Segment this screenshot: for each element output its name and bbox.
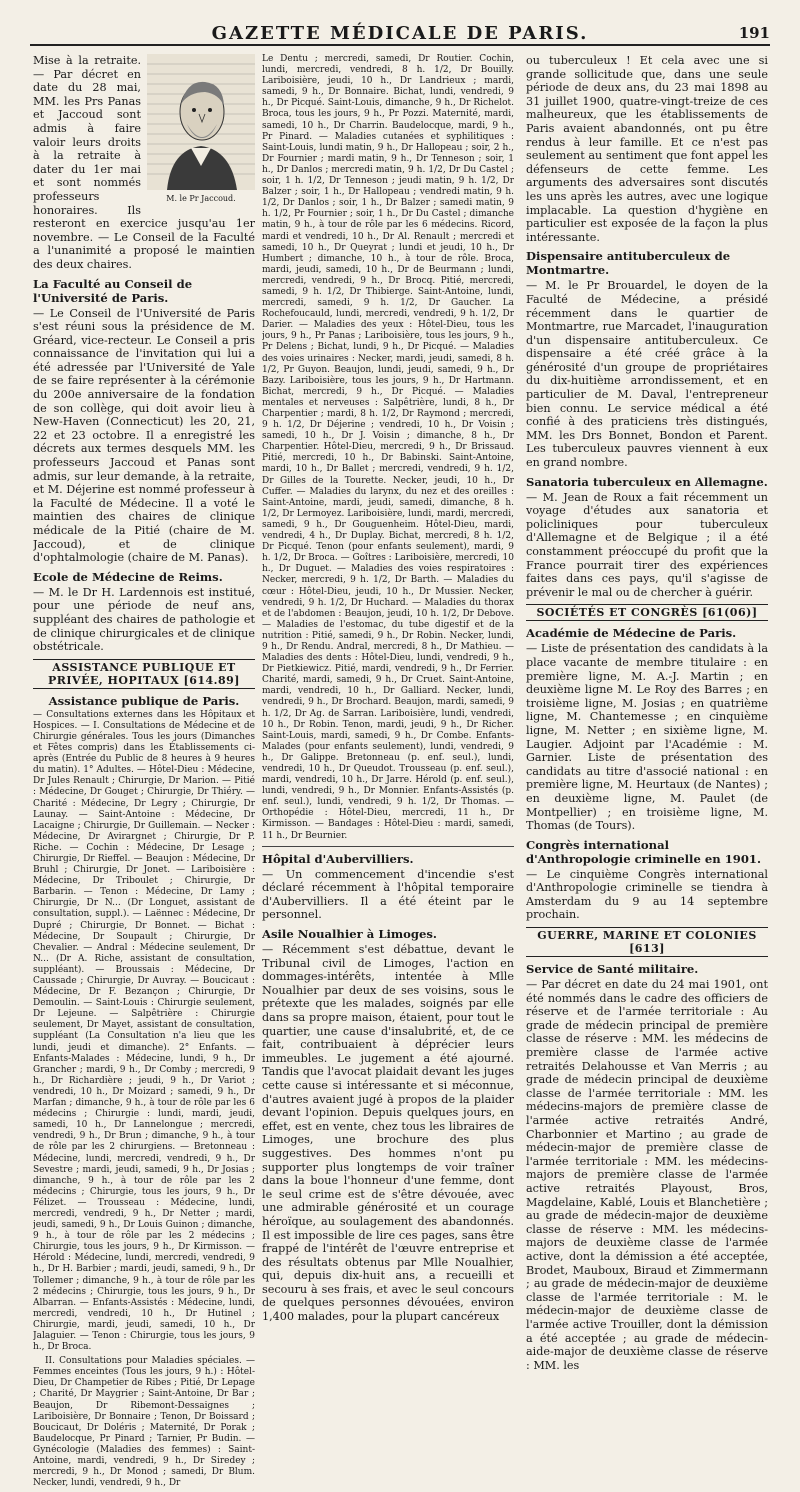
portrait-figure	[147, 54, 255, 204]
paragraph-dispensaire: — M. le Pr Brouardel, le doyen de la Faculté de Médecine, a présidé récemment dans le quartier de Montmartre, rue Marcadet, l'inauguration d'un dispensaire antituberculeux. Ce dispensaire a été créé grâce à la générosité d'un groupe de propriétaires du dix-huitième arrondissement, et en particulier de M. Daval, l'entrepreneur bien connu. Le service médical a été confié à des praticiens très distingués, MM. les Drs Bonnet, Bondon et Parent. Les tuberculeux pauvres viennent à eux en grand nombre.	[526, 279, 768, 470]
paragraph-aubervilliers: — Un commencement d'incendie s'est déclaré récemment à l'hôpital temporaire d'Aubervilliers. Il a été éteint par le personnel.	[262, 867, 514, 922]
paragraph-reims: — M. le Dr H. Lardennois est institué, pour une période de neuf ans, suppléant des chaires de pathologie et de clinique chirurgicales et de clinique obstétricale.	[33, 585, 255, 654]
paragraph-conseil: — Le Conseil de l'Université de Paris s'est réuni sous la présidence de M. Gréard, vice-recteur. Le Conseil a pris connaissance de l'invitation qui lui a été adressée par l'Université de Yale de se faire représenter à la cérémonie du 200e anniversaire de la fondation de son collège, qui doit avoir lieu à New-Haven (Connecticut) les 20, 21, 22 et 23 octobre. Il a enregistré les décrets aux termes desquels MM. les professeurs Jaccoud et Panas sont admis, sur leur demande, à la retraite, et M. Déjerine est nommé professeur à la Faculté de Médecine. Il a voté le maintien des chaires de clinique médicale de la Pitié (chaire de M. Jaccoud), et de clinique d'ophtalmologie (chaire de M. Panas).	[33, 306, 255, 565]
section-assistance: ASSISTANCE PUBLIQUE ET PRIVÉE, HOPITAUX [614.89]	[33, 659, 255, 689]
paragraph-noualhier: — Récemment s'est débattue, devant le Tribunal civil de Limoges, l'action en dommages-intérêts, intentée à Mlle Noualhier par deux de ses voisins, sous le prétexte que les malades, soignés par elle dans sa propre maison, étaient, pour tout le quartier, une cause d'insalubrité, et, de ce fait, contribuaient à déprécier leurs immeubles. Le jugement a été ajourné. Tandis que l'avocat plaidait devant les juges cette cause si intéressante et si méconnue, d'autres avaient jugé à propos de la plaider devant l'opinion. Depuis quelques jours, en effet, est en vente, chez tous les libraires de Limoges, une brochure des plus suggestives. Des hommes n'ont pu supporter plus longtemps de voir traîner dans la boue l'honneur d'une femme, dont le seul crime est de s'être dévouée, avec une admirable générosité et un courage héroïque, au soulagement des abandonnés. Il est impossible de lire ces pages, sans être frappé de l'intérêt de l'œuvre entreprise et des résultats obtenus par Mlle Noualhier, qui, depuis dix-huit ans, a recueilli et secouru à ses frais, et avec le seul concours de quelques personnes dévouées, environ 1,400 malades, pour la plupart cancéreux	[262, 943, 514, 1324]
heading-conseil: La Faculté au Conseil de l'Université de Paris.	[33, 276, 193, 305]
heading-service-sante: Service de Santé militaire.	[526, 962, 699, 977]
paragraph-consultations: — Consultations externes dans les Hôpitaux et Hospices. — I. Consultations de Médecine et de Chirurgie générales. Tous les jours (Dimanches et Fêtes compris) dans les Établissements ci-après (Entrée du Public de 8 heures à 9 heures du matin). 1° Adultes. — Hôtel-Dieu : Médecine, Dr Jules Renault ; Chirurgie, Dr Marion. — Pitié : Médecine, Dr Gouget ; Chirurgie, Dr Thiéry. — Charité : Médecine, Dr Legry ; Chirurgie, Dr Launay. — Saint-Antoine : Médecine, Dr Lacaigne ; Chirurgie, Dr Guillemain. — Necker : Médecine, Dr Avirargnet ; Chirurgie, Dr P. Riche. — Cochin : Médecine, Dr Lesage ; Chirurgie, Dr Rieffel. — Beaujon : Médecine, Dr Bruhl ; Chirurgie, Dr Jonet. — Lariboisière : Médecine, Dr Triboulet ; Chirurgie, Dr Barbarin. — Tenon : Médecine, Dr Lamy ; Chirurgie, Dr N... (Dr Longuet, assistant de consultation, suppl.). — Laënnec : Médecine, Dr Dupré ; Chirurgie, Dr Bonnet. — Bichat : Médecine, Dr Soupault ; Chirurgie, Dr Chevalier. — Andral : Médecine seulement, Dr N... (Dr A. Riche, assistant de consultation, suppléant). — Broussais : Médecine, Dr Caussade ; Chirurgie, Dr Auvray. — Boucicaut : Médecine, Dr F. Bezançon ; Chirurgie, Dr Demoulin. — Saint-Louis : Chirurgie seulement, Dr Lejeune. — Salpêtrière : Chirurgie seulement, Dr Mayet, assistant de consultation, suppléant (La Consultation n'a lieu que les lundi, jeudi et dimanche). 2° Enfants. — Enfants-Malades : Médecine, lundi, 9 h., Dr Grancher ; mardi, 9 h., Dr Comby ; mercredi, 9 h., Dr Richardière ; jeudi, 9 h., Dr Variot ; vendredi, 10 h., Dr Moizard ; samedi, 9 h., Dr Marfan ; dimanche, 9 h., à tour de rôle par les 6 médecins ; Chirurgie : lundi, mardi, jeudi, samedi, 10 h., Dr Lannelongue ; mercredi, vendredi, 9 h., Dr Brun ; dimanche, 9 h., à tour de rôle par les 2 chirurgiens. — Bretonneau : Médecine, lundi, mercredi, vendredi, 9 h., Dr Sevestre ; mardi, jeudi, samedi, 9 h., Dr Josias ; dimanche, 9 h., à tour de rôle par les 2 médecins ; Chirurgie, tous les jours, 9 h., Dr Félizet. — Trousseau : Médecine, lundi, mercredi, vendredi, 9 h., Dr Netter ; mardi, jeudi, samedi, 9 h., Dr Louis Guinon ; dimanche, 9 h., à tour de rôle par les 2 médecins ; Chirurgie, tous les jours, 9 h., Dr Kirmisson. — Hérold : Médecine, lundi, mercredi, vendredi, 9 h., Dr H. Barbier ; mardi, jeudi, samedi, 9 h., Dr Tollemer ; dimanche, 9 h., à tour de rôle par les 2 médecins ; Chirurgie, tous les jours, 9 h., Dr Albarran. — Enfants-Assistés : Médecine, lundi, mercredi, vendredi, 10 h., Dr Hutinel ; Chirurgie, mardi, jeudi, samedi, 10 h., Dr Jalaguier. — Tenon : Chirurgie, tous les jours, 9 h., Dr Broca.	[33, 709, 255, 1353]
heading-congres: Congrès international d'Anthropologie criminelle en 1901.	[526, 837, 762, 866]
heading-sanatoria: Sanatoria tuberculeux en Allemagne.	[526, 474, 768, 489]
section-guerre: GUERRE, MARINE ET COLONIES [613]	[526, 927, 768, 957]
heading-reims: Ecole de Médecine de Reims.	[33, 569, 223, 584]
divider	[262, 846, 514, 847]
heading-aubervilliers: Hôpital d'Aubervilliers.	[262, 851, 414, 866]
heading-assistance-paris: Assistance publique de Paris.	[48, 693, 240, 708]
journal-title: GAZETTE MÉDICALE DE PARIS.	[211, 23, 589, 44]
column-1	[33, 54, 255, 1492]
column-3	[526, 54, 768, 1375]
portrait-caption: M. le Pr Jaccoud.	[166, 194, 236, 203]
heading-dispensaire: Dispensaire antituberculeux de Montmartre.	[526, 249, 731, 278]
page-header	[30, 16, 770, 46]
paragraph-consultation-list: Le Dentu ; mercredi, samedi, Dr Routier. Cochin, lundi, mercredi, vendredi, 8 h. 1/2, Dr Bouilly. Lariboisière, jeudi, 10 h., Dr Landrieux ; mardi, samedi, 9 h., Dr Bonnaire. Bichat, lundi, vendredi, 9 h., Dr Picqué. Saint-Louis, dimanche, 9 h., Dr Richelot. Broca, tous les jours, 9 h., Pr Pozzi. Maternité, mardi, samedi, 10 h., Dr Charrin. Baudelocque, mardi, 9 h., Pr Pinard. — Maladies cutanées et syphilitiques : Saint-Louis, lundi matin, 9 h., Dr Hallopeau ; soir, 2 h., Dr Fournier ; mardi matin, 9 h., Dr Tenneson ; soir, 1 h., Dr Danlos ; mercredi matin, 9 h. 1/2, Dr Du Castel ; soir, 1 h. 1/2, Dr Tenneson ; jeudi matin, 9 h. 1/2, Dr Balzer ; soir, 1 h., Dr Hallopeau ; vendredi matin, 9 h. 1/2, Dr Danlos ; soir, 1 h., Dr Balzer ; samedi matin, 9 h. 1/2, Pr Fournier ; soir, 1 h., Dr Du Castel ; dimanche matin, 9 h., à tour de rôle par les 6 médecins. Ricord, mardi et vendredi, 10 h., Dr Al. Renault ; mercredi et samedi, 10 h., Dr Queyrat ; lundi et jeudi, 10 h., Dr Humbert ; dimanche, 10 h., à tour de rôle. Broca, mardi, jeudi, samedi, 10 h., Dr de Beurmann ; lundi, mercredi, vendredi, 9 h., Dr Brocq. Pitié, mercredi, samedi, 9 h. 1/2, Dr Thibierge. Saint-Antoine, lundi, mercredi, samedi, 9 h. 1/2, Dr Gaucher. La Rochefoucauld, lundi, mercredi, vendredi, 9 h. 1/2, Dr Darier. — Maladies des yeux : Hôtel-Dieu, tous les jours, 9 h., Pr Panas ; Lariboisière, tous les jours, 9 h., Pr Delens ; Bichat, lundi, 9 h., Dr Picqué. — Maladies des voies urinaires : Necker, mardi, jeudi, samedi, 8 h. 1/2, Pr Guyon. Beaujon, lundi, jeudi, samedi, 9 h., Dr Bazy. Lariboisière, tous les jours, 9 h., Dr Hartmann. Bichat, mercredi, 9 h., Dr Picqué. — Maladies mentales et nerveuses : Salpêtrière, lundi, 8 h., Dr Charpentier ; mardi, 8 h. 1/2, Dr Raymond ; mercredi, 9 h. 1/2, Dr Déjerine ; vendredi, 10 h., Dr Voisin ; samedi, 10 h., Dr J. Voisin ; dimanche, 8 h., Dr Charpentier. Hôtel-Dieu, mercredi, 9 h., Dr Brissaud. Pitié, mercredi, 10 h., Dr Babinski. Saint-Antoine, mardi, 10 h., Dr Ballet ; mercredi, vendredi, 9 h. 1/2, Dr Gilles de la Tourette. Necker, jeudi, 10 h., Dr Cuffer. — Maladies du larynx, du nez et des oreilles : Saint-Antoine, mardi, jeudi, samedi, dimanche, 8 h. 1/2, Dr Lermoyez. Lariboisière, lundi, mardi, mercredi, samedi, 9 h., Dr Gouguenheim. Hôtel-Dieu, mardi, vendredi, 4 h., Dr Duplay. Bichat, mercredi, 8 h. 1/2, Dr Picqué. Tenon (pour enfants seulement), mardi, 9 h. 1/2, Dr Broca. — Goîtres : Lariboisière, mercredi, 10 h., Dr Duguet. — Maladies des voies respiratoires : Necker, mercredi, 9 h. 1/2, Dr Barth. — Maladies du cœur : Hôtel-Dieu, jeudi, 10 h., Dr Mussier. Necker, vendredi, 9 h. 1/2, Dr Huchard. — Maladies du thorax et de l'abdomen : Beaujon, jeudi, 10 h. 1/2, Dr Debove. — Maladies de l'estomac, du tube digestif et de la nutrition : Pitié, samedi, 9 h., Dr Robin. Necker, lundi, 9 h., Dr Rendu. Andral, mercredi, 8 h., Dr Mathieu. — Maladies des dents : Hôtel-Dieu, lundi, vendredi, 9 h., Dr Pietkiewicz. Pitié, mardi, vendredi, 9 h., Dr Ferrier. Charité, mardi, samedi, 9 h., Dr Cruet. Saint-Antoine, mardi, vendredi, 10 h., Dr Galliard. Necker, lundi, vendredi, 9 h., Dr Brochard. Beaujon, mardi, samedi, 9 h. 1/2, Dr Ag. de Sarran. Lariboisière, lundi, vendredi, 10 h., Dr Robin. Tenon, mardi, jeudi, 9 h., Dr Richer. Saint-Louis, mardi, samedi, 9 h., Dr Combe. Enfants-Malades (pour enfants seulement), lundi, vendredi, 9 h., Dr Galippe. Bretonneau (p. enf. seul.), lundi, vendredi, 10 h., Dr Queudot. Trousseau (p. enf. seul.), mardi, vendredi, 10 h., Dr Jarre. Hérold (p. enf. seul.), lundi, vendredi, 9 h., Dr Monnier. Enfants-Assistés (p. enf. seul.), lundi, vendredi, 9 h. 1/2, Dr Thomas. — Orthopédie : Hôtel-Dieu, mercredi, 11 h., Dr Kirmisson. — Bandages : Hôtel-Dieu : mardi, samedi, 11 h., Dr Beurnier.	[262, 54, 514, 841]
heading-noualhier: Asile Noualhier à Limoges.	[262, 927, 437, 942]
paragraph-retraite: Mise à la retraite. — Par décret en date du 28 mai, MM. les Prs Panas et Jaccoud sont admis à faire valoir leurs droits à la retraite à dater du 1er mai et sont nommés professeurs honoraires. Ils resteront en exercice jusqu'au 1er novembre. — Le Conseil de la Faculté a l'unanimité a proposé le maintien des deux chaires.	[33, 54, 255, 271]
section-societes: SOCIÉTÉS ET CONGRÈS [61(06)]	[526, 604, 768, 621]
paragraph-sanatoria: — M. Jean de Roux a fait récemment un voyage d'études aux sanatoria et policliniques pour tuberculeux d'Allemagne et de Belgique ; il a été constamment préoccupé du profit que la France pourrait tirer des expériences faites dans ces pays, qu'il s'agisse de prévenir le mal ou de chercher à guérir.	[526, 490, 768, 599]
paragraph-maladies-speciales: II. Consultations pour Maladies spéciales. — Femmes enceintes (Tous les jours, 9 h.) : Hôtel-Dieu, Dr Champetier de Ribes ; Pitié, Dr Lepage ; Charité, Dr Maygrier ; Saint-Antoine, Dr Bar ; Beaujon, Dr Ribemont-Dessaignes ; Lariboisière, Dr Bonnaire ; Tenon, Dr Boissard ; Boucicaut, Dr Doléris ; Maternité, Dr Porak ; Baudelocque, Pr Pinard ; Tarnier, Pr Budin. — Gynécologie (Maladies des femmes) : Saint-Antoine, mardi, vendredi, 9 h., Dr Siredey ; mercredi, 9 h., Dr Monod ; samedi, Dr Blum. Necker, lundi, vendredi, 9 h., Dr	[33, 1356, 255, 1489]
paragraph-service-sante: — Par décret en date du 24 mai 1901, ont été nommés dans le cadre des officiers de réserve et de l'armée territoriale : Au grade de médecin principal de première classe de réserve : MM. les médecins de première classe de l'armée active retraités Delahousse et Van Merris ; au grade de médecin principal de deuxième classe de l'armée territoriale : MM. les médecins-majors de première classe de l'armée active retraités André, Charbonnier et Martino ; au grade de médecin-major de première classe de l'armée territoriale : MM. les médecins-majors de première classe de l'armée active retraités Playoust, Bros, Magdelaine, Kablé, Louis et Blanchetière ; au grade de médecin-major de deuxième classe de réserve : MM. les médecins-majors de deuxième classe de l'armée active, dont la démission a été acceptée, Brodet, Mauboux, Biraud et Zimmermann ; au grade de médecin-major de deuxième classe de l'armée territoriale : M. le médecin-major de deuxième classe de l'armée active Trouiller, dont la démission a été acceptée ; au grade de médecin-aide-major de deuxième classe de réserve : MM. les	[526, 978, 768, 1372]
heading-academie: Académie de Médecine de Paris.	[526, 626, 737, 641]
paragraph-congres: — Le cinquième Congrès international d'Anthropologie criminelle se tiendra à Amsterdam du 9 au 14 septembre prochain.	[526, 867, 768, 922]
paragraph-academie: — Liste de présentation des candidats à la place vacante de membre titulaire : en première ligne, M. A.-J. Martin ; en deuxième ligne M. Le Roy des Barres ; en troisième ligne, M. Josias ; en quatrième ligne, M. Chantemesse ; en cinquième ligne, M. Netter ; en sixième ligne, M. Laugier. Adjoint par l'Académie : M. Garnier. Liste de présentation des candidats au titre d'associé national : en première ligne, M. Heurtaux (de Nantes) ; en deuxième ligne, M. Paulet (de Montpellier) ; en troisième ligne, M. Thomas (de Tours).	[526, 642, 768, 833]
column-2	[262, 54, 514, 1327]
portrait-engraving-icon	[147, 54, 255, 190]
paragraph-noualhier-cont: ou tuberculeux ! Et cela avec une si grande sollicitude que, dans une seule période de deux ans, du 23 mai 1898 au 31 juillet 1900, quatre-vingt-treize de ces malheureux, que les établissements de Paris avaient abandonnés, ont pu être rendus à leur famille. Et ce n'est pas seulement au sentiment que font appel les défenseurs de cette femme. Les arguments des adversaires sont discutés les uns après les autres, avec une logique implacable. La question d'hygiène en particulier est exposée de la façon la plus intéressante.	[526, 54, 768, 244]
page-number: 191	[738, 24, 770, 42]
